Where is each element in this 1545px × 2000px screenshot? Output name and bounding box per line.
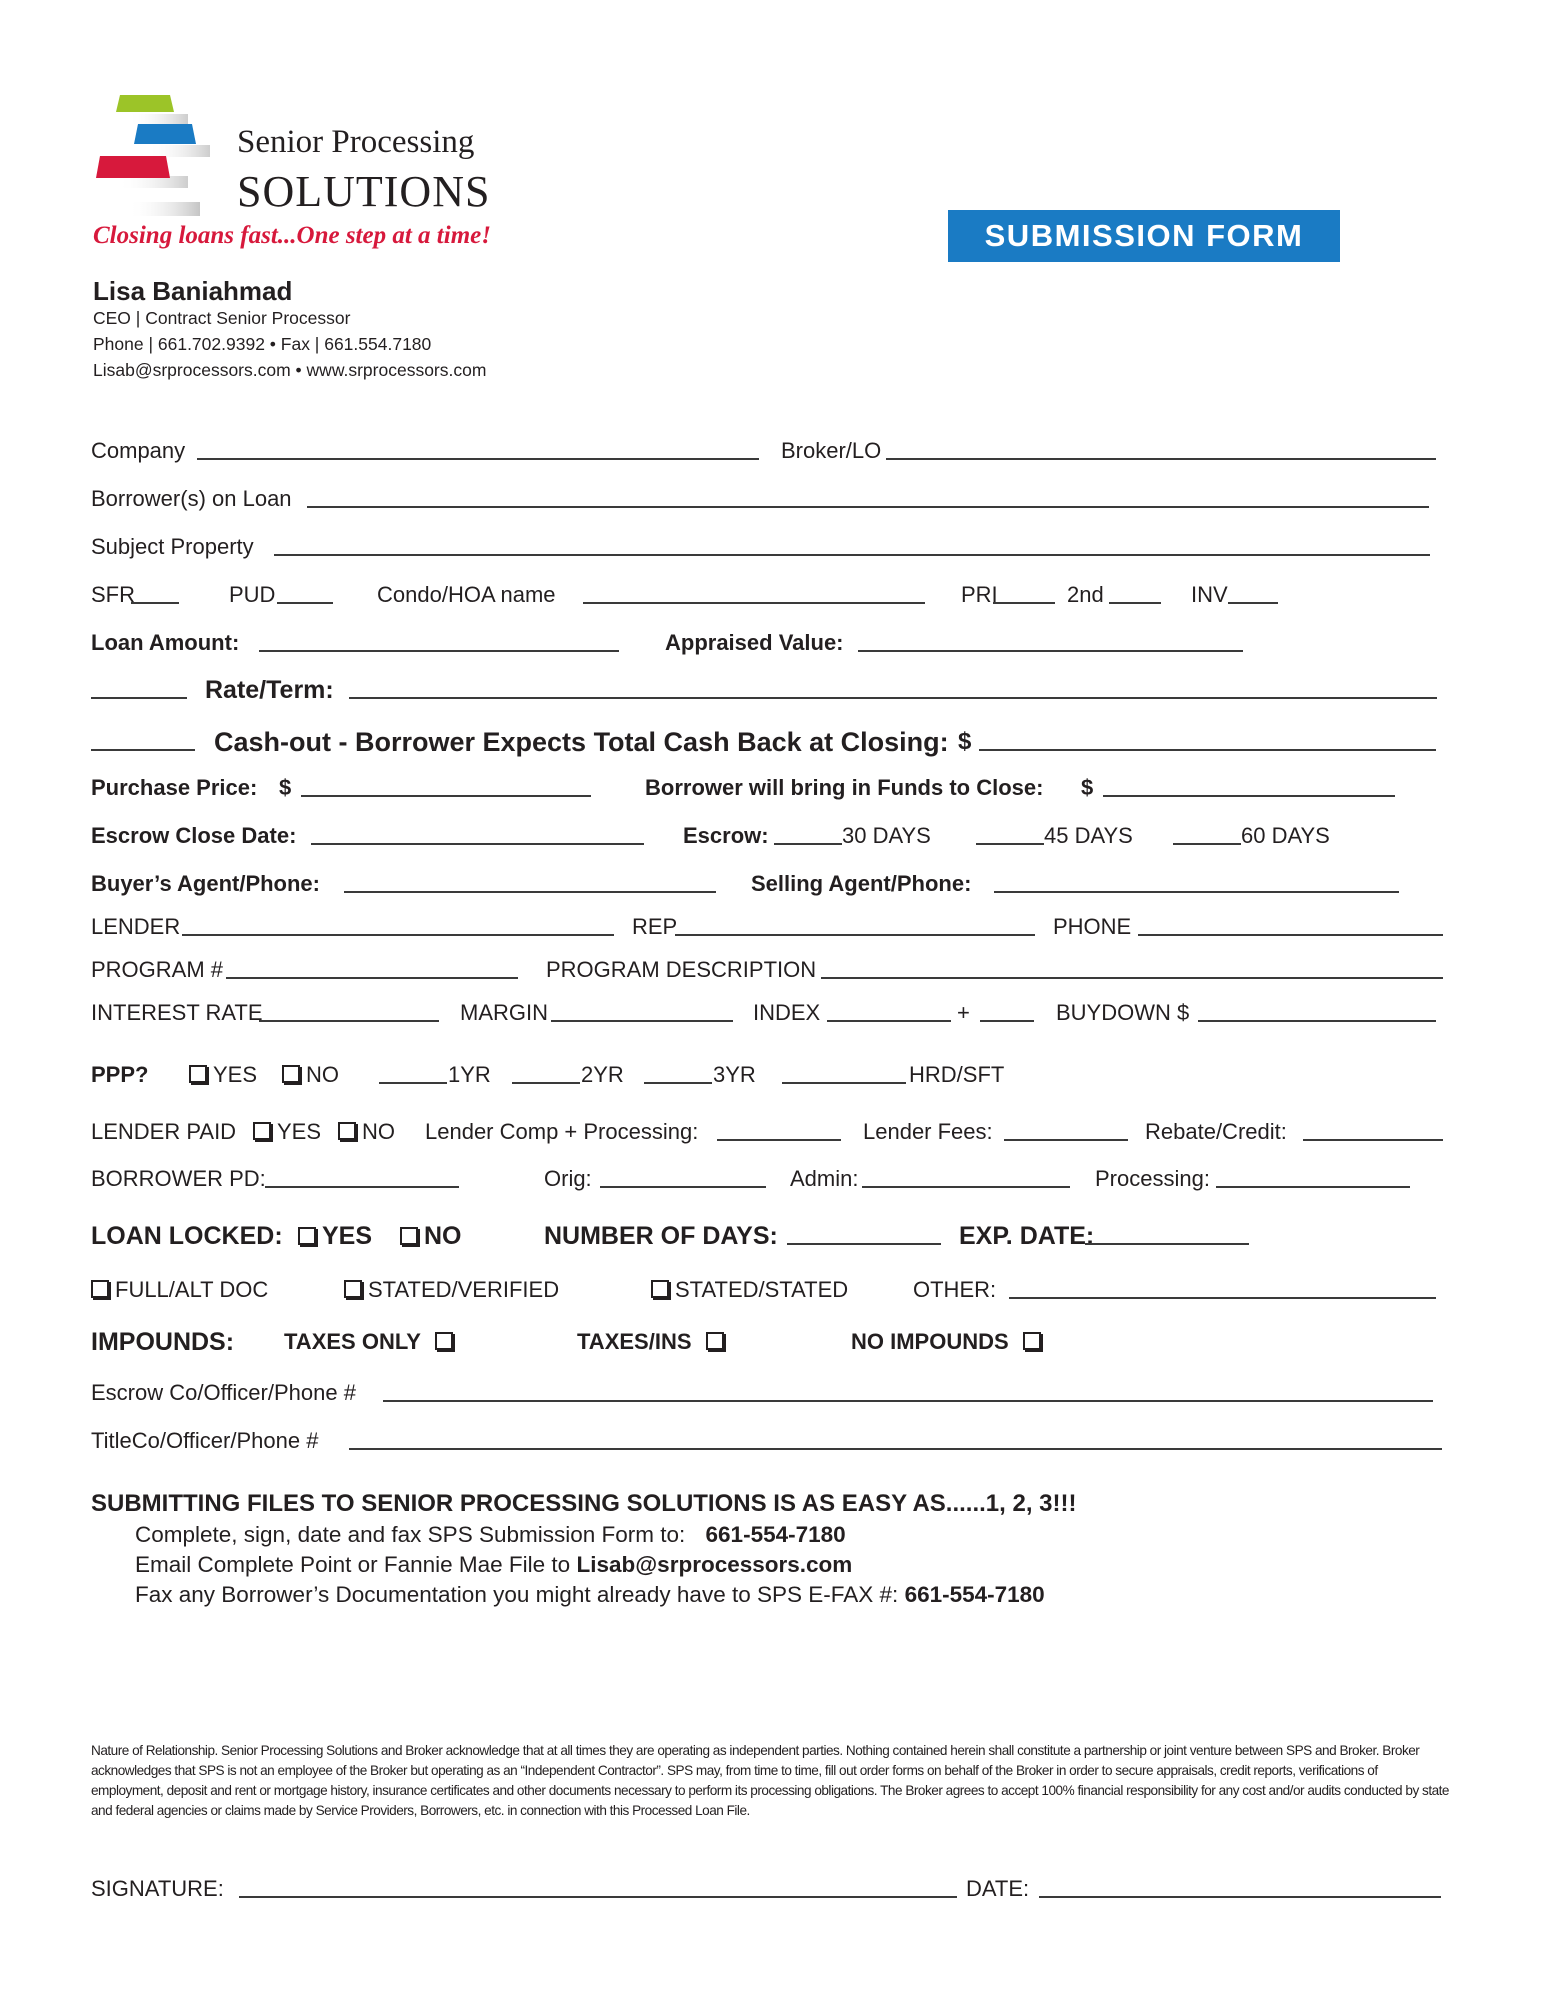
loan-locked-yes-label: YES <box>322 1222 373 1250</box>
buydown-field[interactable] <box>1198 1020 1436 1022</box>
agents-row <box>91 867 1545 897</box>
escrow-30-label: 30 DAYS <box>842 823 931 848</box>
ppp-3yr-field[interactable] <box>644 1082 712 1084</box>
lender-fees-field[interactable] <box>1004 1139 1128 1141</box>
title-co-label: TitleCo/Officer/Phone # <box>91 1428 319 1453</box>
impounds-label: IMPOUNDS: <box>91 1328 235 1356</box>
step-2-text: Email Complete Point or Fannie Mae File to <box>135 1552 571 1577</box>
broker-lo-label: Broker/LO <box>781 438 882 463</box>
stated-verified-label: STATED/VERIFIED <box>368 1277 560 1302</box>
escrow-co-row <box>91 1376 1545 1406</box>
contact-title: CEO | Contract Senior Processor <box>93 308 351 328</box>
loan-locked-no-label: NO <box>424 1222 462 1250</box>
checkbox-icon[interactable] <box>400 1227 418 1245</box>
step-2-email[interactable]: Lisab@srprocessors.com <box>576 1552 853 1577</box>
checkbox-icon[interactable] <box>298 1227 316 1245</box>
exp-date-field[interactable] <box>1085 1243 1249 1245</box>
processing-field[interactable] <box>1216 1186 1410 1188</box>
second-field[interactable] <box>1109 602 1161 604</box>
ppp-1yr-label: 1YR <box>448 1062 491 1087</box>
stated-stated-label: STATED/STATED <box>675 1277 849 1302</box>
buyers-agent-field[interactable] <box>344 891 716 893</box>
taxes-only-label: TAXES ONLY <box>284 1329 421 1354</box>
contact-name: Lisa Baniahmad <box>93 276 293 306</box>
signature-label: SIGNATURE: <box>91 1876 224 1901</box>
index-plus-field[interactable] <box>980 1020 1034 1022</box>
loan-locked-yes-option[interactable] <box>298 1223 372 1249</box>
checkbox-icon[interactable] <box>651 1280 669 1298</box>
taxes-ins-option[interactable] <box>577 1329 730 1355</box>
broker-lo-field[interactable] <box>886 458 1436 460</box>
program-description-field[interactable] <box>821 977 1443 979</box>
full-alt-doc-label: FULL/ALT DOC <box>115 1277 269 1302</box>
tagline: Closing loans fast...One step at a time! <box>93 222 491 249</box>
program-number-field[interactable] <box>226 977 518 979</box>
admin-label: Admin: <box>790 1166 859 1191</box>
checkbox-icon[interactable] <box>435 1332 453 1350</box>
lender-comp-label: Lender Comp + Processing: <box>425 1119 699 1144</box>
ppp-label: PPP? <box>91 1062 149 1087</box>
pud-field[interactable] <box>277 602 333 604</box>
loan-amount-row <box>91 626 1545 656</box>
pri-field[interactable] <box>993 602 1055 604</box>
margin-field[interactable] <box>551 1020 733 1022</box>
processing-label: Processing: <box>1095 1166 1210 1191</box>
lender-paid-yes-option[interactable] <box>253 1119 321 1145</box>
rebate-credit-label: Rebate/Credit: <box>1145 1119 1287 1144</box>
doc-type-row <box>91 1273 1545 1303</box>
subject-property-row <box>91 530 1545 560</box>
stated-stated-option[interactable] <box>651 1277 848 1303</box>
selling-agent-field[interactable] <box>994 891 1399 893</box>
condo-hoa-field[interactable] <box>583 602 925 604</box>
sfr-field[interactable] <box>131 602 179 604</box>
brand-name-line1: Senior Processing <box>237 124 475 160</box>
program-number-label: PROGRAM # <box>91 957 224 982</box>
lender-paid-no-option[interactable] <box>338 1119 395 1145</box>
interest-rate-label: INTEREST RATE <box>91 1000 263 1025</box>
borrower-pd-row <box>91 1162 1545 1192</box>
inv-label: INV <box>1191 582 1228 607</box>
buyers-agent-label: Buyer’s Agent/Phone: <box>91 871 320 896</box>
lender-fees-label: Lender Fees: <box>863 1119 993 1144</box>
sfr-label: SFR <box>91 582 135 607</box>
funds-to-close-label: Borrower will bring in Funds to Close: <box>645 775 1044 800</box>
orig-field[interactable] <box>600 1186 766 1188</box>
taxes-ins-label: TAXES/INS <box>577 1329 692 1354</box>
ppp-row <box>91 1058 1545 1088</box>
borrower-pd-field[interactable] <box>265 1186 459 1188</box>
ppp-yes-option[interactable] <box>189 1062 257 1088</box>
admin-field[interactable] <box>862 1186 1070 1188</box>
escrow-co-field[interactable] <box>383 1400 1433 1402</box>
appraised-value-field[interactable] <box>858 650 1243 652</box>
brand-name-line2: SOLUTIONS <box>237 167 491 216</box>
escrow-label: Escrow: <box>683 823 769 848</box>
lender-paid-yes-label: YES <box>277 1119 322 1144</box>
rate-term-check-field[interactable] <box>91 697 187 699</box>
contact-phone-fax: Phone | 661.702.9392 • Fax | 661.554.7180 <box>93 334 432 354</box>
instructions-heading: SUBMITTING FILES TO SENIOR PROCESSING SOLUTIONS IS AS EASY AS......1, 2, 3!!! <box>91 1490 1077 1517</box>
company-field[interactable] <box>197 458 759 460</box>
escrow-co-label: Escrow Co/Officer/Phone # <box>91 1380 356 1405</box>
subject-property-field[interactable] <box>274 554 1430 556</box>
funds-to-close-dollar: $ <box>1081 775 1094 800</box>
checkbox-icon[interactable] <box>338 1122 356 1140</box>
escrow-30-field[interactable] <box>774 843 842 845</box>
lender-paid-row <box>91 1115 1545 1145</box>
ppp-yes-label: YES <box>213 1062 258 1087</box>
ppp-1yr-field[interactable] <box>379 1082 447 1084</box>
rebate-credit-field[interactable] <box>1303 1139 1443 1141</box>
checkbox-icon[interactable] <box>282 1065 300 1083</box>
rep-label: REP <box>632 914 678 939</box>
number-of-days-label: NUMBER OF DAYS: <box>544 1222 778 1250</box>
ppp-3yr-label: 3YR <box>713 1062 756 1087</box>
purchase-price-row <box>91 771 1545 801</box>
phone-label: PHONE <box>1053 914 1132 939</box>
instruction-step-2 <box>135 1552 852 1578</box>
instruction-step-1 <box>135 1522 846 1548</box>
condo-hoa-label: Condo/HOA name <box>377 582 556 607</box>
second-label: 2nd <box>1067 582 1104 607</box>
ppp-hrd-sft-field[interactable] <box>782 1082 906 1084</box>
checkbox-icon[interactable] <box>344 1280 362 1298</box>
program-description-label: PROGRAM DESCRIPTION <box>546 957 817 982</box>
borrower-pd-label: BORROWER PD: <box>91 1166 266 1191</box>
checkbox-icon[interactable] <box>189 1065 207 1083</box>
pri-label: PRI <box>961 582 998 607</box>
other-field[interactable] <box>1009 1297 1436 1299</box>
form-title: SUBMISSION FORM <box>948 210 1340 262</box>
escrow-60-label: 60 DAYS <box>1241 823 1330 848</box>
loan-locked-no-option[interactable] <box>400 1223 462 1249</box>
other-label: OTHER: <box>913 1277 997 1302</box>
checkbox-icon[interactable] <box>706 1332 724 1350</box>
borrowers-row <box>91 482 1545 512</box>
number-of-days-field[interactable] <box>787 1243 941 1245</box>
lender-field[interactable] <box>182 934 614 936</box>
cash-out-row <box>91 721 1545 755</box>
contact-email-web: Lisab@srprocessors.com • www.srprocessors.com <box>93 360 487 380</box>
stacked-steps-logo-icon <box>88 90 218 220</box>
instruction-step-3 <box>135 1582 1045 1608</box>
taxes-only-option[interactable] <box>284 1329 459 1355</box>
checkbox-icon[interactable] <box>91 1280 109 1298</box>
margin-label: MARGIN <box>460 1000 548 1025</box>
property-type-row <box>91 578 1545 608</box>
funds-to-close-field[interactable] <box>1103 795 1395 797</box>
rate-term-label: Rate/Term: <box>205 676 334 704</box>
borrowers-label: Borrower(s) on Loan <box>91 486 292 511</box>
selling-agent-label: Selling Agent/Phone: <box>751 871 972 896</box>
title-co-row <box>91 1424 1545 1454</box>
inv-field[interactable] <box>1228 602 1278 604</box>
escrow-close-date-label: Escrow Close Date: <box>91 823 297 848</box>
pud-label: PUD <box>229 582 276 607</box>
index-plus: + <box>957 1000 970 1025</box>
step-3-text: Fax any Borrower’s Documentation you might already have to SPS E-FAX #: <box>135 1582 899 1607</box>
loan-amount-field[interactable] <box>259 650 619 652</box>
title-co-field[interactable] <box>349 1448 1442 1450</box>
appraised-value-label: Appraised Value: <box>665 630 844 655</box>
lender-label: LENDER <box>91 914 181 939</box>
company-broker-row <box>91 434 1545 464</box>
no-impounds-label: NO IMPOUNDS <box>851 1329 1009 1354</box>
index-label: INDEX <box>753 1000 821 1025</box>
signature-row <box>91 1872 1545 1902</box>
cash-out-field[interactable] <box>979 749 1436 751</box>
lender-paid-label: LENDER PAID <box>91 1119 237 1144</box>
cash-out-dollar: $ <box>958 728 972 755</box>
checkbox-icon[interactable] <box>253 1122 271 1140</box>
rep-field[interactable] <box>675 934 1035 936</box>
signature-field[interactable] <box>239 1896 957 1898</box>
escrow-60-field[interactable] <box>1173 843 1241 845</box>
loan-locked-row <box>91 1219 1545 1249</box>
stated-verified-option[interactable] <box>344 1277 559 1303</box>
index-field[interactable] <box>827 1020 951 1022</box>
purchase-price-dollar: $ <box>279 775 292 800</box>
ppp-hrd-sft-label: HRD/SFT <box>909 1062 1005 1087</box>
impounds-row <box>91 1325 1545 1355</box>
cash-out-label: Cash-out - Borrower Expects Total Cash Back at Closing: <box>214 727 949 757</box>
purchase-price-label: Purchase Price: <box>91 775 258 800</box>
step-1-text: Complete, sign, date and fax SPS Submission Form to: <box>135 1522 686 1547</box>
rate-term-field[interactable] <box>349 697 1437 699</box>
buydown-label: BUYDOWN $ <box>1056 1000 1190 1025</box>
escrow-close-date-field[interactable] <box>311 843 644 845</box>
ppp-2yr-label: 2YR <box>581 1062 624 1087</box>
phone-field[interactable] <box>1138 934 1443 936</box>
escrow-close-row <box>91 819 1545 849</box>
exp-date-label: EXP. DATE: <box>959 1222 1095 1250</box>
step-3-efax-number: 661-554-7180 <box>904 1582 1045 1607</box>
loan-locked-label: LOAN LOCKED: <box>91 1222 283 1250</box>
rate-index-row <box>91 996 1545 1026</box>
lender-row <box>91 910 1545 940</box>
lender-paid-no-label: NO <box>362 1119 395 1144</box>
date-label: DATE: <box>966 1876 1030 1901</box>
interest-rate-field[interactable] <box>259 1020 439 1022</box>
purchase-price-field[interactable] <box>301 795 591 797</box>
company-label: Company <box>91 438 186 463</box>
borrowers-field[interactable] <box>307 506 1429 508</box>
orig-label: Orig: <box>544 1166 592 1191</box>
program-row <box>91 953 1545 983</box>
ppp-no-label: NO <box>306 1062 339 1087</box>
ppp-2yr-field[interactable] <box>512 1082 580 1084</box>
escrow-45-field[interactable] <box>976 843 1044 845</box>
date-field[interactable] <box>1039 1896 1441 1898</box>
cash-out-check-field[interactable] <box>91 749 195 751</box>
checkbox-icon[interactable] <box>1023 1332 1041 1350</box>
full-alt-doc-option[interactable] <box>91 1277 268 1303</box>
step-1-fax-number: 661-554-7180 <box>705 1522 846 1547</box>
no-impounds-option[interactable] <box>851 1329 1047 1355</box>
subject-property-label: Subject Property <box>91 534 254 559</box>
rate-term-row <box>91 673 1545 703</box>
escrow-45-label: 45 DAYS <box>1044 823 1133 848</box>
loan-amount-label: Loan Amount: <box>91 630 240 655</box>
legal-disclaimer: Nature of Relationship. Senior Processing Solutions and Broker acknowledge that at all times they are operating as independent parties. Nothing contained herein shall constitute a partnership or joint venture between SPS and Broker. Broker acknowledges that SPS is not an employee of the Broker but operating as an “Independent Contractor”. SPS may, from time to time, fill out order forms on behalf of the Broker in order to secure appraisals, credit reports, verifications of employment, deposit and rent or mortgage history, insurance certificates and other documents necessary to perform its processing obligations. The Broker agrees to accept 100% financial responsibility for any cost and/or audits conducted by state and federal agencies or claims made by Service Providers, Borrowers, etc. in connection with this Processed Loan File. <box>91 1743 1449 1818</box>
ppp-no-option[interactable] <box>282 1062 339 1088</box>
lender-comp-field[interactable] <box>717 1139 841 1141</box>
